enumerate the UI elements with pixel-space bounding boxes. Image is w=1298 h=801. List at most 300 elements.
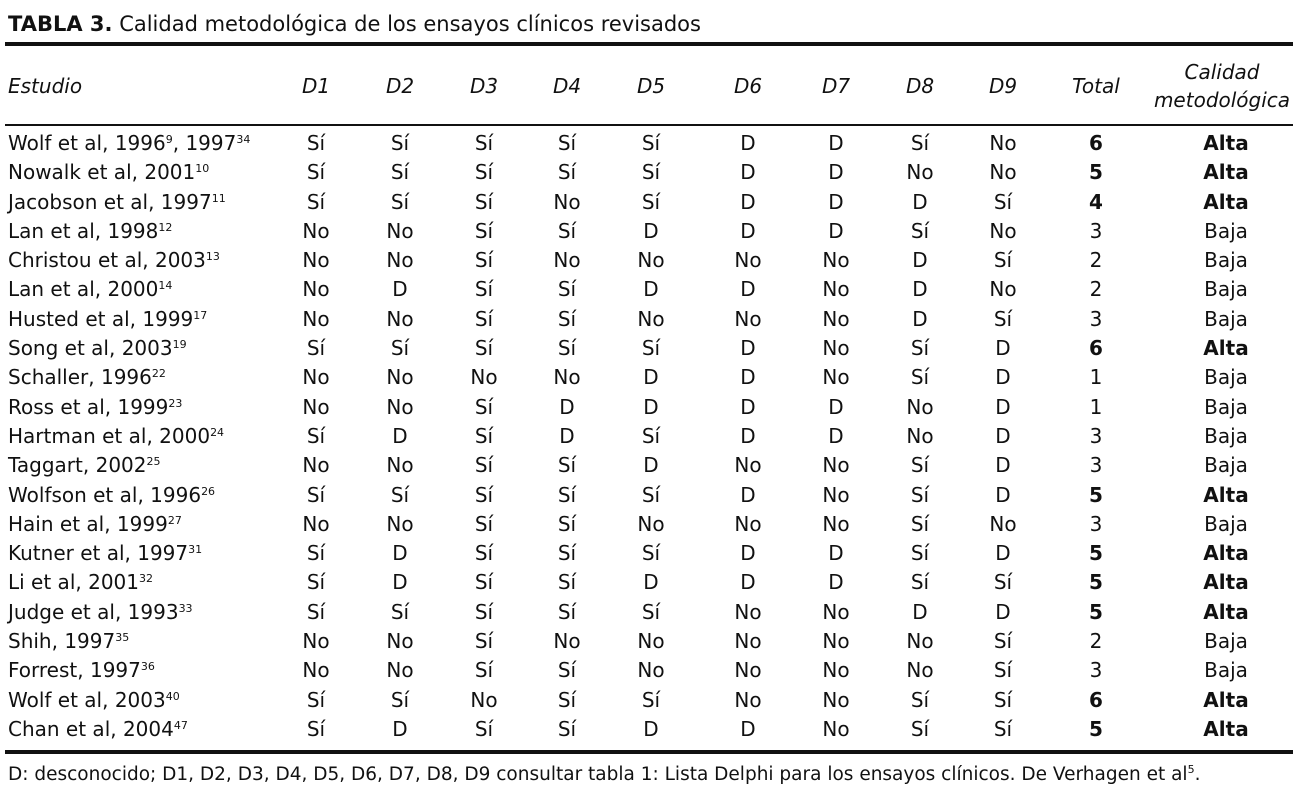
table-row <box>0 451 1298 480</box>
d6-cell: No <box>734 599 762 624</box>
d3-cell: Sí <box>474 482 494 507</box>
table-row <box>0 481 1298 510</box>
study-reference: 47 <box>173 718 188 732</box>
d6-cell: No <box>734 687 762 712</box>
d8-cell: Sí <box>910 482 930 507</box>
d2-cell: No <box>386 218 414 243</box>
d7-cell: No <box>822 336 850 361</box>
d3-cell: Sí <box>474 423 494 448</box>
d1-cell: No <box>302 277 330 302</box>
d1-cell: Sí <box>306 336 326 361</box>
d6-cell: No <box>734 306 762 331</box>
quality-cell: Alta <box>1203 687 1249 712</box>
total-cell: 2 <box>1089 629 1103 654</box>
d5-cell: D <box>643 277 659 302</box>
header-rule <box>5 124 1293 126</box>
study-name: Chan et al, 2004 <box>8 716 174 741</box>
d1-cell: Sí <box>306 482 326 507</box>
study-reference: 11 <box>211 191 226 205</box>
d6-cell: D <box>740 277 756 302</box>
d5-cell: Sí <box>641 599 661 624</box>
d6-cell: D <box>740 394 756 419</box>
d9-cell: Sí <box>993 629 1013 654</box>
d2-cell: D <box>392 716 408 741</box>
d1-cell: No <box>302 218 330 243</box>
d7-cell: No <box>822 482 850 507</box>
quality-cell: Baja <box>1204 306 1248 331</box>
d4-cell: Sí <box>557 218 577 243</box>
quality-cell: Alta <box>1203 131 1249 155</box>
d9-cell: No <box>989 277 1017 302</box>
total-cell: 3 <box>1089 423 1103 448</box>
study-name: Nowalk et al, 2001 <box>8 160 196 185</box>
d1-cell: Sí <box>306 189 326 214</box>
d5-cell: No <box>637 511 665 536</box>
total-cell: 1 <box>1089 394 1103 419</box>
study-reference: 31 <box>188 543 203 557</box>
d7-cell: D <box>828 394 844 419</box>
d6-cell: D <box>740 365 756 390</box>
d4-cell: Sí <box>557 131 577 155</box>
d1-cell: No <box>302 394 330 419</box>
d4-cell: Sí <box>557 482 577 507</box>
d1-cell: Sí <box>306 541 326 566</box>
d4-cell: Sí <box>557 160 577 185</box>
study-reference: 25 <box>146 455 161 469</box>
d5-cell: Sí <box>641 482 661 507</box>
study-reference: 33 <box>178 601 193 615</box>
table-row <box>0 129 1298 158</box>
study-reference: 26 <box>201 484 216 498</box>
d9-cell: No <box>989 511 1017 536</box>
d7-cell: D <box>828 189 844 214</box>
d9-cell: Sí <box>993 306 1013 331</box>
d7-cell: No <box>822 511 850 536</box>
d9-cell: D <box>995 365 1011 390</box>
d1-cell: Sí <box>306 570 326 595</box>
d9-cell: D <box>995 599 1011 624</box>
d1-cell: No <box>302 248 330 273</box>
d7-cell: No <box>822 453 850 478</box>
quality-cell: Baja <box>1204 218 1248 243</box>
d6-cell: D <box>740 716 756 741</box>
d3-cell: Sí <box>474 248 494 273</box>
header-quality <box>1150 50 1294 122</box>
study-reference: 34 <box>236 133 251 146</box>
table-row <box>0 158 1298 187</box>
d6-cell: D <box>740 218 756 243</box>
d3-cell: Sí <box>474 541 494 566</box>
d1-cell: No <box>302 306 330 331</box>
d5-cell: No <box>637 629 665 654</box>
quality-cell: Baja <box>1204 658 1248 683</box>
total-cell: 6 <box>1089 336 1103 361</box>
d7-cell: D <box>828 423 844 448</box>
study-cell <box>8 422 224 451</box>
header-study: Estudio <box>8 74 83 98</box>
quality-cell: Alta <box>1203 570 1249 595</box>
d7-cell: No <box>822 306 850 331</box>
d3-cell: Sí <box>474 453 494 478</box>
d2-cell: Sí <box>390 336 410 361</box>
study-cell <box>8 363 166 392</box>
d5-cell: D <box>643 716 659 741</box>
study-name: Judge et al, 1993 <box>8 599 179 624</box>
study-name: Schaller, 1996 <box>8 365 152 390</box>
d6-cell: D <box>740 160 756 185</box>
header-quality-line1: Calidad <box>1184 60 1260 84</box>
d9-cell: D <box>995 453 1011 478</box>
study-name: Wolf et al, 1996 <box>8 131 166 155</box>
total-cell: 4 <box>1089 189 1103 214</box>
d7-cell: No <box>822 365 850 390</box>
d8-cell: Sí <box>910 541 930 566</box>
d8-cell: No <box>906 629 934 654</box>
study-name: Lan et al, 1998 <box>8 218 159 243</box>
d3-cell: Sí <box>474 277 494 302</box>
study-reference: 17 <box>193 308 208 322</box>
quality-cell: Baja <box>1204 629 1248 654</box>
d2-cell: Sí <box>390 131 410 155</box>
study-cell <box>8 539 202 568</box>
d3-cell: Sí <box>474 394 494 419</box>
study-cell <box>8 686 180 715</box>
d8-cell: Sí <box>910 336 930 361</box>
d4-cell: Sí <box>557 658 577 683</box>
d4-cell: No <box>553 248 581 273</box>
table-header <box>0 50 1298 122</box>
d5-cell: Sí <box>641 160 661 185</box>
d3-cell: Sí <box>474 336 494 361</box>
table-row <box>0 656 1298 685</box>
d4-cell: No <box>553 629 581 654</box>
d3-cell: Sí <box>474 189 494 214</box>
d7-cell: D <box>828 160 844 185</box>
study-name: Wolfson et al, 1996 <box>8 482 202 507</box>
d1-cell: Sí <box>306 160 326 185</box>
d8-cell: D <box>912 189 928 214</box>
d9-cell: D <box>995 394 1011 419</box>
d6-cell: D <box>740 482 756 507</box>
quality-cell: Baja <box>1204 365 1248 390</box>
table-row <box>0 598 1298 627</box>
d9-cell: Sí <box>993 687 1013 712</box>
d3-cell: Sí <box>474 306 494 331</box>
d3-cell: Sí <box>474 570 494 595</box>
d2-cell: No <box>386 248 414 273</box>
d9-cell: D <box>995 541 1011 566</box>
d6-cell: D <box>740 189 756 214</box>
d7-cell: No <box>822 716 850 741</box>
d2-cell: Sí <box>390 482 410 507</box>
d1-cell: No <box>302 629 330 654</box>
d1-cell: Sí <box>306 131 326 155</box>
total-cell: 5 <box>1089 716 1103 741</box>
study-reference: 19 <box>172 338 187 352</box>
d7-cell: No <box>822 277 850 302</box>
d8-cell: Sí <box>910 131 930 155</box>
header-d6: D6 <box>733 74 763 98</box>
d7-cell: D <box>828 541 844 566</box>
study-cell <box>8 158 209 187</box>
d6-cell: No <box>734 248 762 273</box>
table-body <box>0 129 1298 744</box>
d2-cell: D <box>392 570 408 595</box>
d6-cell: D <box>740 131 756 155</box>
d4-cell: Sí <box>557 511 577 536</box>
d3-cell: No <box>470 365 498 390</box>
study-cell <box>8 568 153 597</box>
header-d2: D2 <box>385 74 415 98</box>
d5-cell: Sí <box>641 336 661 361</box>
d5-cell: Sí <box>641 189 661 214</box>
d2-cell: D <box>392 277 408 302</box>
d8-cell: Sí <box>910 365 930 390</box>
table-row <box>0 217 1298 246</box>
study-reference: 13 <box>205 250 220 264</box>
d4-cell: Sí <box>557 599 577 624</box>
d6-cell: No <box>734 511 762 536</box>
d2-cell: No <box>386 453 414 478</box>
study-reference: 9 <box>165 133 173 146</box>
d8-cell: No <box>906 160 934 185</box>
d3-cell: Sí <box>474 218 494 243</box>
d6-cell: D <box>740 423 756 448</box>
d1-cell: Sí <box>306 687 326 712</box>
d5-cell: Sí <box>641 131 661 155</box>
d9-cell: Sí <box>993 570 1013 595</box>
table-caption <box>8 10 701 38</box>
d7-cell: No <box>822 629 850 654</box>
quality-cell: Baja <box>1204 453 1248 478</box>
d8-cell: D <box>912 277 928 302</box>
d5-cell: No <box>637 658 665 683</box>
study-cell <box>8 627 129 656</box>
total-cell: 5 <box>1089 541 1103 566</box>
d4-cell: D <box>559 423 575 448</box>
total-cell: 3 <box>1089 453 1103 478</box>
study-name: Shih, 1997 <box>8 629 116 654</box>
d7-cell: No <box>822 658 850 683</box>
d4-cell: Sí <box>557 570 577 595</box>
total-cell: 3 <box>1089 218 1103 243</box>
d5-cell: No <box>637 248 665 273</box>
d5-cell: D <box>643 394 659 419</box>
total-cell: 5 <box>1089 570 1103 595</box>
bottom-rule <box>5 750 1293 754</box>
d3-cell: Sí <box>474 716 494 741</box>
study-name: Wolf et al, 2003 <box>8 687 166 712</box>
study-name: Christou et al, 2003 <box>8 248 206 273</box>
d2-cell: Sí <box>390 599 410 624</box>
table-row <box>0 363 1298 392</box>
d9-cell: No <box>989 160 1017 185</box>
d9-cell: D <box>995 423 1011 448</box>
study-name: Kutner et al, 1997 <box>8 541 189 566</box>
d6-cell: No <box>734 453 762 478</box>
table-row <box>0 568 1298 597</box>
quality-cell: Baja <box>1204 423 1248 448</box>
study-cell <box>8 598 193 627</box>
quality-cell: Baja <box>1204 248 1248 273</box>
quality-cell: Alta <box>1203 189 1249 214</box>
footnote-ref: 5 <box>1187 763 1195 776</box>
d8-cell: D <box>912 248 928 273</box>
header-d4: D4 <box>552 74 582 98</box>
d8-cell: Sí <box>910 716 930 741</box>
total-cell: 5 <box>1089 482 1103 507</box>
study-cell <box>8 715 188 744</box>
d9-cell: No <box>989 218 1017 243</box>
d2-cell: Sí <box>390 687 410 712</box>
total-cell: 3 <box>1089 658 1103 683</box>
table-row <box>0 422 1298 451</box>
d5-cell: D <box>643 365 659 390</box>
footnote-end: . <box>1194 764 1201 785</box>
table-row <box>0 246 1298 275</box>
header-d1: D1 <box>301 74 331 98</box>
d1-cell: No <box>302 658 330 683</box>
d6-cell: No <box>734 658 762 683</box>
d4-cell: Sí <box>557 541 577 566</box>
study-reference: 23 <box>168 396 183 410</box>
table-caption-text: Calidad metodológica de los ensayos clínicos revisados <box>119 12 701 36</box>
study-reference: 22 <box>151 367 166 381</box>
table-row <box>0 305 1298 334</box>
d3-cell: Sí <box>474 160 494 185</box>
study-name: Ross et al, 1999 <box>8 394 169 419</box>
d5-cell: No <box>637 306 665 331</box>
d9-cell: D <box>995 336 1011 361</box>
header-d9: D9 <box>988 74 1018 98</box>
table-row <box>0 510 1298 539</box>
study-name: Husted et al, 1999 <box>8 306 194 331</box>
footnote-text: D: desconocido; D1, D2, D3, D4, D5, D6, D7, D8, D9 consultar tabla 1: Lista Delphi para los ensayos clínicos. De Verhagen et al <box>8 764 1188 785</box>
study-cell <box>8 481 215 510</box>
study-reference: 10 <box>195 162 210 176</box>
d2-cell: No <box>386 306 414 331</box>
table-row <box>0 627 1298 656</box>
quality-cell: Alta <box>1203 160 1249 185</box>
d4-cell: Sí <box>557 277 577 302</box>
total-cell: 5 <box>1089 160 1103 185</box>
d1-cell: No <box>302 511 330 536</box>
study-cell <box>8 188 226 217</box>
study-reference: 36 <box>140 660 155 674</box>
study-name: Lan et al, 2000 <box>8 277 159 302</box>
d3-cell: No <box>470 687 498 712</box>
study-name: Jacobson et al, 1997 <box>8 189 212 214</box>
quality-cell: Baja <box>1204 394 1248 419</box>
header-d3: D3 <box>469 74 499 98</box>
d5-cell: Sí <box>641 541 661 566</box>
d6-cell: D <box>740 541 756 566</box>
d2-cell: Sí <box>390 160 410 185</box>
quality-cell: Alta <box>1203 716 1249 741</box>
d8-cell: Sí <box>910 511 930 536</box>
d4-cell: Sí <box>557 453 577 478</box>
table-row <box>0 334 1298 363</box>
d6-cell: No <box>734 629 762 654</box>
d2-cell: No <box>386 629 414 654</box>
study-reference: 32 <box>139 572 153 586</box>
study-cell <box>8 451 161 480</box>
total-cell: 3 <box>1089 306 1103 331</box>
study-cell <box>8 510 182 539</box>
d8-cell: Sí <box>910 687 930 712</box>
footnote <box>8 760 1200 790</box>
d3-cell: Sí <box>474 131 494 155</box>
d5-cell: D <box>643 453 659 478</box>
total-cell: 6 <box>1089 131 1103 155</box>
d2-cell: No <box>386 658 414 683</box>
header-d8: D8 <box>905 74 935 98</box>
study-name: Li et al, 2001 <box>8 570 139 595</box>
quality-cell: Baja <box>1204 277 1248 302</box>
total-cell: 3 <box>1089 511 1103 536</box>
d9-cell: Sí <box>993 248 1013 273</box>
d2-cell: No <box>386 394 414 419</box>
d4-cell: D <box>559 394 575 419</box>
study-reference: 35 <box>115 631 130 645</box>
header-quality-line2: metodológica <box>1153 88 1291 112</box>
study-name: Hain et al, 1999 <box>8 511 168 536</box>
table-row <box>0 275 1298 304</box>
d4-cell: Sí <box>557 336 577 361</box>
study-reference: 24 <box>210 425 225 439</box>
top-rule <box>5 42 1293 46</box>
study-cell <box>8 393 182 422</box>
d2-cell: D <box>392 541 408 566</box>
study-text: , 1997 <box>172 131 237 155</box>
d7-cell: No <box>822 599 850 624</box>
quality-cell: Alta <box>1203 336 1249 361</box>
study-cell <box>8 334 187 363</box>
study-cell <box>8 129 250 158</box>
d8-cell: Sí <box>910 570 930 595</box>
d5-cell: Sí <box>641 423 661 448</box>
study-cell <box>8 305 207 334</box>
d5-cell: Sí <box>641 687 661 712</box>
d8-cell: Sí <box>910 453 930 478</box>
header-total: Total <box>1072 74 1120 98</box>
header-d7: D7 <box>821 74 851 98</box>
table-row <box>0 188 1298 217</box>
table-row <box>0 539 1298 568</box>
study-cell <box>8 217 172 246</box>
d1-cell: No <box>302 365 330 390</box>
d2-cell: No <box>386 365 414 390</box>
study-reference: 40 <box>165 689 180 703</box>
d1-cell: Sí <box>306 716 326 741</box>
d7-cell: D <box>828 131 844 155</box>
d9-cell: Sí <box>993 189 1013 214</box>
d9-cell: Sí <box>993 716 1013 741</box>
d1-cell: Sí <box>306 423 326 448</box>
d2-cell: Sí <box>390 189 410 214</box>
d8-cell: D <box>912 599 928 624</box>
d1-cell: No <box>302 453 330 478</box>
d6-cell: D <box>740 570 756 595</box>
d5-cell: D <box>643 218 659 243</box>
study-cell <box>8 656 155 685</box>
d4-cell: No <box>553 189 581 214</box>
study-reference: 14 <box>158 279 173 293</box>
quality-cell: Baja <box>1204 511 1248 536</box>
study-name: Taggart, 2002 <box>8 453 147 478</box>
header-d5: D5 <box>636 74 666 98</box>
study-name: Forrest, 1997 <box>8 658 141 683</box>
